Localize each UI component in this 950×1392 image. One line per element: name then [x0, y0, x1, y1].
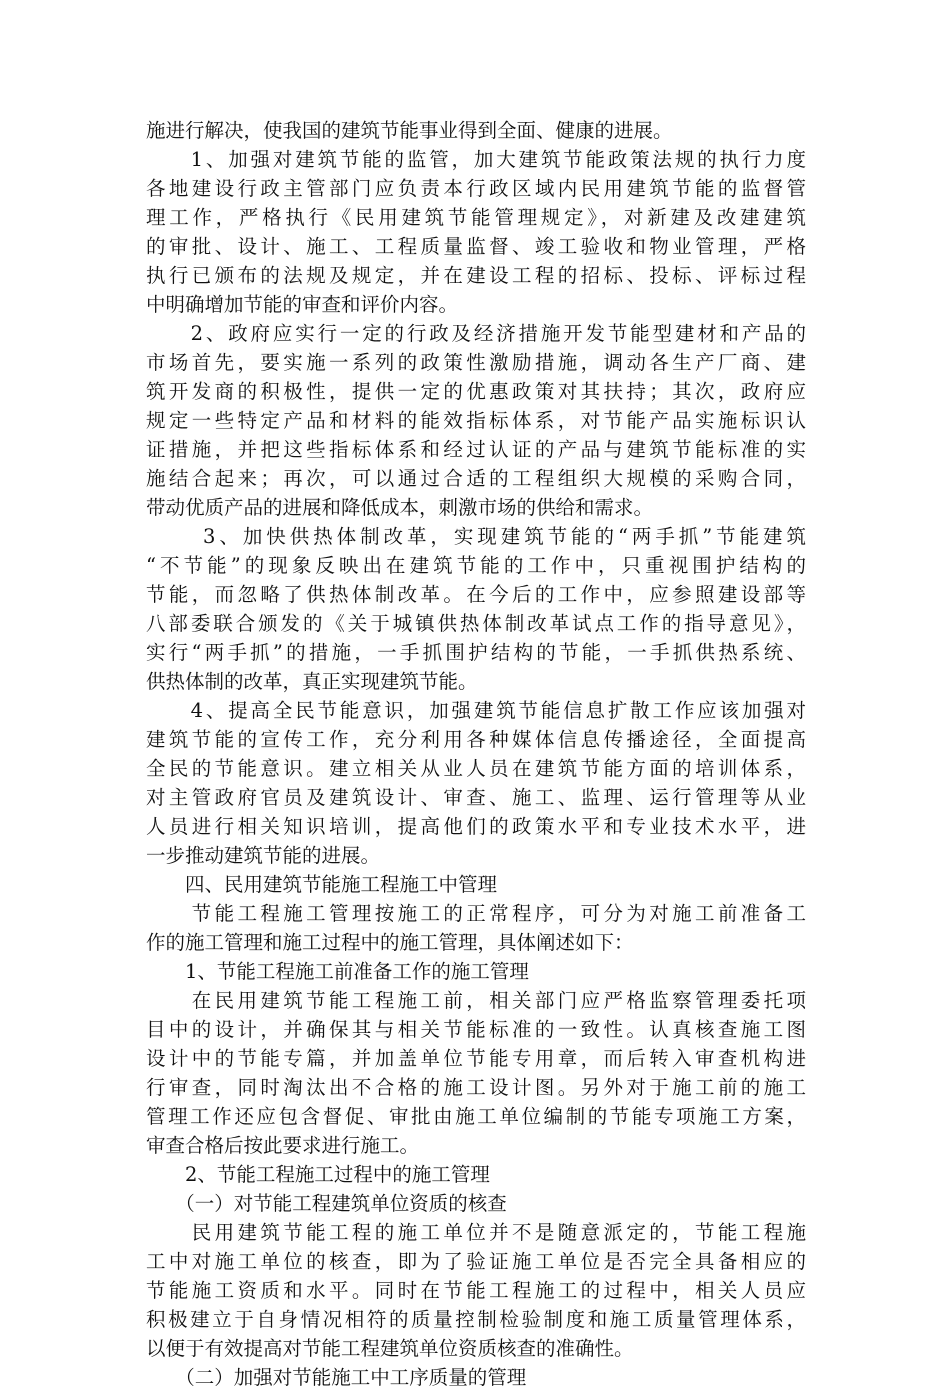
text-line: 作的施工管理和施工过程中的施工管理，具体阐述如下：: [146, 931, 634, 954]
text-line: 2、政府应实行一定的行政及经济措施开发节能型建材和产品的: [146, 322, 806, 345]
text-line: 四、民用建筑节能施工程施工中管理: [146, 873, 498, 896]
text-line: 理工作，严格执行《民用建筑节能管理规定》，对新建及改建建筑: [146, 206, 806, 229]
text-line: 实行“两手抓”的措施，一手抓围护结构的节能，一手抓供热系统、: [146, 641, 806, 664]
text-line: 建筑节能的宣传工作，充分利用各种媒体信息传播途径，全面提高: [146, 728, 806, 751]
text-line: 全民的节能意识。建立相关从业人员在建筑节能方面的培训体系，: [146, 757, 806, 780]
text-line: 节能施工资质和水平。同时在节能工程施工的过程中，相关人员应: [146, 1279, 806, 1302]
text-line: 人员进行相关知识培训，提高他们的政策水平和专业技术水平，进: [146, 815, 806, 838]
text-line: 市场首先，要实施一系列的政策性激励措施，调动各生产厂商、建: [146, 351, 806, 374]
text-line: 设计中的节能专篇，并加盖单位节能专用章，而后转入审查机构进: [146, 1047, 806, 1070]
text-line: 1、加强对建筑节能的监管，加大建筑节能政策法规的执行力度: [146, 148, 806, 171]
text-line: 1、节能工程施工前准备工作的施工管理: [146, 960, 529, 983]
text-line: 证措施，并把这些指标体系和经过认证的产品与建筑节能标准的实: [146, 438, 806, 461]
text-line: 管理工作还应包含督促、审批由施工单位编制的节能专项施工方案，: [146, 1105, 806, 1128]
text-line: 规定一些特定产品和材料的能效指标体系，对节能产品实施标识认: [146, 409, 806, 432]
text-line: 行审查，同时淘汰出不合格的施工设计图。另外对于施工前的施工: [146, 1076, 806, 1099]
text-line: 目中的设计，并确保其与相关节能标准的一致性。认真核查施工图: [146, 1018, 806, 1041]
text-line: （一）对节能工程建筑单位资质的核查: [146, 1192, 507, 1215]
text-line: 3、加快供热体制改革，实现建筑节能的“两手抓”节能建筑: [146, 525, 806, 548]
text-line: 民用建筑节能工程的施工单位并不是随意派定的，节能工程施: [146, 1221, 806, 1244]
text-line: 执行已颁布的法规及规定，并在建设工程的招标、投标、评标过程: [146, 264, 806, 287]
text-line: 工中对施工单位的核查，即为了验证施工单位是否完全具备相应的: [146, 1250, 806, 1273]
text-line: 的审批、设计、施工、工程质量监督、竣工验收和物业管理，严格: [146, 235, 806, 258]
body-text: [146, 116, 806, 1392]
text-line: 对主管政府官员及建筑设计、审查、施工、监理、运行管理等从业: [146, 786, 806, 809]
text-line: 节能，而忽略了供热体制改革。在今后的工作中，应参照建设部等: [146, 583, 806, 606]
text-line: 带动优质产品的进展和降低成本，刺激市场的供给和需求。: [146, 496, 654, 519]
text-line: （二）加强对节能施工中工序质量的管理: [146, 1366, 527, 1389]
text-line: 审查合格后按此要求进行施工。: [146, 1134, 420, 1157]
text-line: 供热体制的改革，真正实现建筑节能。: [146, 670, 478, 693]
text-line: 4、提高全民节能意识，加强建筑节能信息扩散工作应该加强对: [146, 699, 806, 722]
text-line: 一步推动建筑节能的进展。: [146, 844, 381, 867]
text-line: 以便于有效提高对节能工程建筑单位资质核查的准确性。: [146, 1337, 634, 1360]
text-line: 在民用建筑节能工程施工前，相关部门应严格监察管理委托项: [146, 989, 806, 1012]
text-line: 2、节能工程施工过程中的施工管理: [146, 1163, 490, 1186]
text-line: “不节能”的现象反映出在建筑节能的工作中，只重视围护结构的: [146, 554, 806, 577]
text-line: 各地建设行政主管部门应负责本行政区域内民用建筑节能的监督管: [146, 177, 806, 200]
text-line: 节能工程施工管理按施工的正常程序，可分为对施工前准备工: [146, 902, 806, 925]
text-line: 施结合起来；再次，可以通过合适的工程组织大规模的采购合同，: [146, 467, 806, 490]
text-line: 中明确增加节能的审查和评价内容。: [146, 293, 459, 316]
text-line: 积极建立于自身情况相符的质量控制检验制度和施工质量管理体系，: [146, 1308, 806, 1331]
text-line: 八部委联合颁发的《关于城镇供热体制改革试点工作的指导意见》，: [146, 612, 806, 635]
text-line: 施进行解决，使我国的建筑节能事业得到全面、健康的进展。: [146, 119, 673, 142]
text-line: 筑开发商的积极性，提供一定的优惠政策对其扶持；其次，政府应: [146, 380, 806, 403]
